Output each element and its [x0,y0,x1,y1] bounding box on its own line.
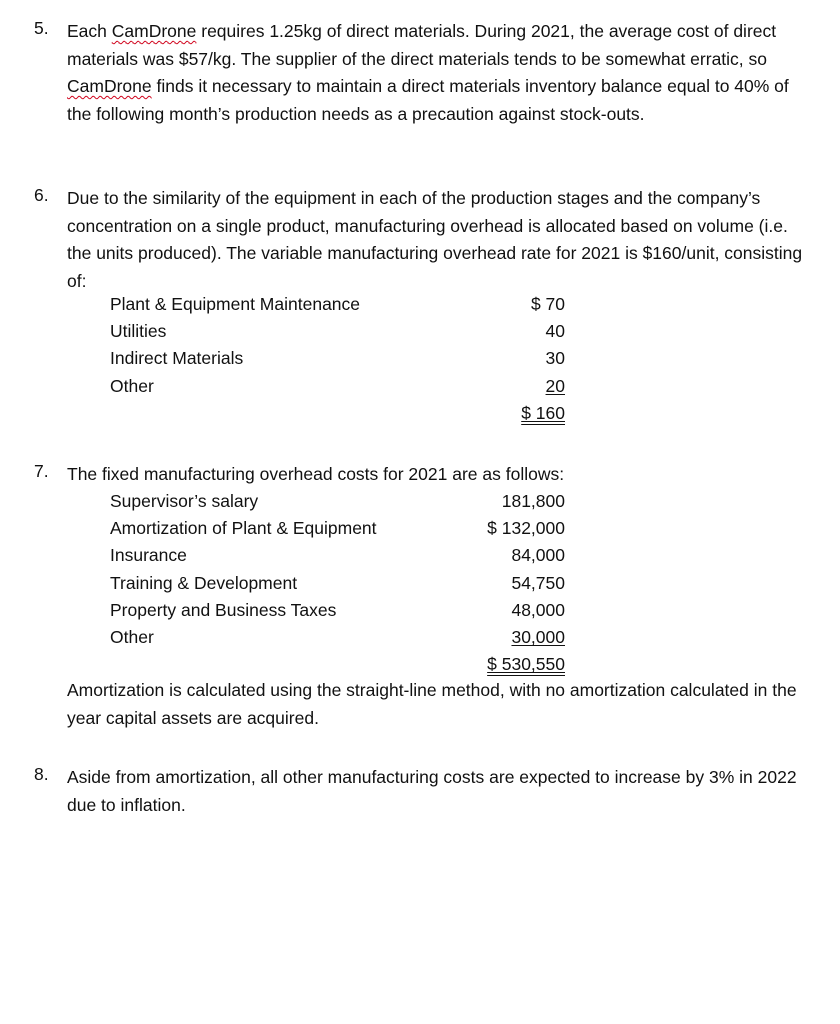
item-7-intro: The fixed manufacturing overhead costs for 2021 are as follows: [67,464,565,484]
item-number: 7. [34,461,49,481]
item-number: 8. [34,764,49,784]
total-row [110,400,565,427]
item-8-paragraph: Aside from amortization, all other manufacturing costs are expected to increase by 3% in 2022 due to inflation. [67,767,797,815]
text-segment: requires 1.25kg of direct materials. During 2021, the average cost of direct materials was $57/kg. The supplier of the direct materials tends to be somewhat erratic, so [67,21,777,69]
item-number: 6. [34,185,49,205]
row-label: Utilities [110,321,167,342]
total-row [110,651,565,678]
item-5 [34,18,804,128]
table-row [110,318,565,345]
row-amount: 20 [545,375,565,396]
row-label: Supervisor’s salary [110,491,259,511]
row-amount: 84,000 [511,545,565,566]
total-amount: $ 160 [521,402,565,423]
row-label: Indirect Materials [110,348,244,369]
spellcheck-word: CamDrone [67,76,152,96]
table-row [110,488,565,515]
table-row [110,542,565,569]
item-7-note: Amortization is calculated using the straight-line method, with no amortization calculated in the year capital assets are acquired. [67,680,797,728]
item-8 [34,764,804,819]
row-amount: 48,000 [511,599,565,620]
fixed-overhead-table [110,488,565,678]
text-segment: Each [67,21,112,41]
total-amount: $ 530,550 [487,654,565,675]
item-7-note-block [34,677,804,732]
item-number: 5. [34,18,49,38]
row-amount: 54,750 [511,572,565,593]
row-label: Amortization of Plant & Equipment [110,518,377,539]
table-row [110,570,565,597]
row-amount: 30,000 [511,626,565,647]
item-5-paragraph [67,18,804,128]
variable-overhead-table [110,291,565,427]
table-row [110,624,565,651]
row-amount: 30 [545,348,565,369]
row-label: Other [110,626,154,647]
table-row [110,597,565,624]
text-segment: finds it necessary to maintain a direct materials inventory balance equal to 40% of the following month’s production needs as a precaution against stock-outs. [67,76,789,124]
row-label: Insurance [110,545,187,566]
item-6 [34,185,804,295]
row-label: Property and Business Taxes [110,599,337,620]
row-amount: 181,800 [501,491,565,511]
item-7 [34,461,804,489]
table-row [110,373,565,400]
table-row [110,345,565,372]
row-label: Plant & Equipment Maintenance [110,294,361,314]
item-6-paragraph: Due to the similarity of the equipment in each of the production stages and the company’s concentration on a single product, manufacturing overhead is allocated based on volume (i.e. the units produced). The variable manufacturing overhead rate for 2021 is $160/unit, consisting of: [67,188,803,291]
row-label: Training & Development [110,572,298,593]
table-row [110,515,565,542]
table-row [110,291,565,318]
row-amount: $ 70 [530,294,565,314]
spellcheck-word: CamDrone [111,21,197,41]
row-amount: 40 [545,321,565,342]
row-amount: $ 132,000 [487,518,565,539]
row-label: Other [110,375,154,396]
